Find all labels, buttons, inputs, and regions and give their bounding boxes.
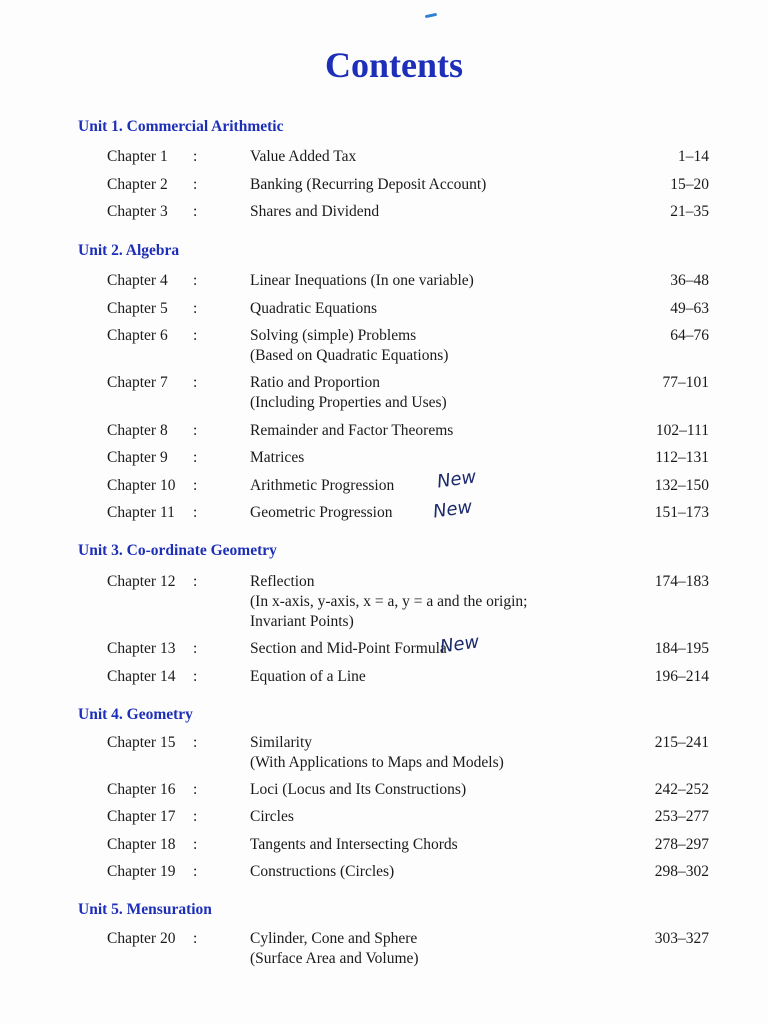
- chapter-label: Chapter 20: [107, 930, 176, 947]
- chapter-title[interactable]: [250, 175, 486, 195]
- chapter-title[interactable]: [250, 503, 392, 523]
- unit-heading: Unit 5. Mensuration: [78, 901, 212, 918]
- chapter-number: [107, 449, 198, 467]
- chapter-number: [107, 504, 198, 522]
- chapter-title-line: Value Added Tax: [250, 148, 357, 165]
- chapter-title-line: (Including Properties and Uses): [250, 394, 447, 411]
- separator: :: [193, 930, 198, 947]
- page-range: 21–35: [670, 203, 709, 220]
- chapter-title-line: (Surface Area and Volume): [250, 950, 419, 967]
- chapter-title[interactable]: [250, 807, 294, 827]
- chapter-number: [107, 734, 198, 752]
- page-range: 174–183: [654, 573, 709, 590]
- handwritten-note: New: [438, 631, 481, 658]
- chapter-label: Chapter 4: [107, 272, 168, 289]
- chapter-label: Chapter 8: [107, 422, 168, 439]
- chapter-title[interactable]: [250, 862, 394, 882]
- chapter-title[interactable]: [250, 572, 527, 632]
- page-range: 112–131: [655, 449, 709, 466]
- chapter-label: Chapter 16: [107, 781, 176, 798]
- chapter-title-line: (Based on Quadratic Equations): [250, 347, 449, 364]
- chapter-label: Chapter 7: [107, 374, 168, 391]
- chapter-label: Chapter 11: [107, 504, 175, 521]
- page-title: Contents: [324, 45, 463, 85]
- chapter-title-line: Remainder and Factor Theorems: [250, 422, 454, 439]
- handwritten-note: New: [435, 466, 478, 493]
- separator: :: [193, 374, 198, 391]
- page-range: 298–302: [654, 863, 709, 880]
- chapter-number: [107, 781, 198, 799]
- chapter-title[interactable]: [250, 448, 304, 468]
- chapter-title[interactable]: [250, 476, 394, 496]
- chapter-label: Chapter 12: [107, 573, 176, 590]
- chapter-title[interactable]: [250, 835, 458, 855]
- chapter-number: [107, 327, 198, 345]
- handwritten-note: New: [431, 496, 474, 523]
- chapter-title-line: Equation of a Line: [250, 668, 366, 685]
- chapter-label: Chapter 9: [107, 449, 168, 466]
- separator: :: [193, 808, 198, 825]
- chapter-title[interactable]: [250, 639, 447, 659]
- chapter-title-line: Solving (simple) Problems: [250, 327, 417, 344]
- chapter-number: [107, 863, 198, 881]
- page-range: 49–63: [670, 300, 709, 317]
- chapter-title-line: (In x-axis, y-axis, x = a, y = a and the origin;: [250, 593, 528, 610]
- unit-heading: Unit 3. Co-ordinate Geometry: [78, 542, 277, 559]
- chapter-title-line: Tangents and Intersecting Chords: [250, 836, 458, 853]
- chapter-title-line: Banking (Recurring Deposit Account): [250, 176, 487, 193]
- chapter-number: [107, 930, 198, 948]
- separator: :: [193, 327, 198, 344]
- unit-heading: Unit 2. Algebra: [78, 242, 180, 259]
- separator: :: [193, 449, 198, 466]
- chapter-number: [107, 300, 198, 318]
- chapter-title[interactable]: [250, 202, 379, 222]
- chapter-number: [107, 668, 198, 686]
- chapter-label: Chapter 18: [107, 836, 176, 853]
- chapter-title[interactable]: [250, 929, 419, 969]
- separator: :: [193, 203, 198, 220]
- separator: :: [193, 836, 198, 853]
- separator: :: [193, 422, 198, 439]
- chapter-label: Chapter 10: [107, 477, 176, 494]
- chapter-label: Chapter 2: [107, 176, 168, 193]
- page-range: 303–327: [654, 930, 709, 947]
- separator: :: [193, 640, 198, 657]
- chapter-title-line: Arithmetic Progression: [250, 477, 395, 494]
- chapter-title-line: Quadratic Equations: [250, 300, 377, 317]
- chapter-number: [107, 422, 198, 440]
- chapter-title[interactable]: [250, 667, 366, 687]
- page-range: 151–173: [654, 504, 709, 521]
- chapter-title[interactable]: [250, 733, 504, 773]
- separator: :: [193, 272, 198, 289]
- page-range: 253–277: [654, 808, 709, 825]
- chapter-title-line: Section and Mid-Point Formula: [250, 640, 447, 657]
- chapter-title-line: Ratio and Proportion: [250, 374, 381, 391]
- chapter-title-line: Constructions (Circles): [250, 863, 395, 880]
- chapter-number: [107, 374, 198, 392]
- unit-heading: Unit 1. Commercial Arithmetic: [78, 118, 284, 135]
- chapter-title-line: Geometric Progression: [250, 504, 393, 521]
- page-range: 242–252: [654, 781, 709, 798]
- chapter-number: [107, 808, 198, 826]
- page-range: 278–297: [654, 836, 709, 853]
- page-range: 64–76: [670, 327, 709, 344]
- chapter-number: [107, 203, 198, 221]
- chapter-label: Chapter 17: [107, 808, 176, 825]
- separator: :: [193, 504, 198, 521]
- chapter-title[interactable]: [250, 421, 453, 441]
- chapter-title[interactable]: [250, 299, 377, 319]
- chapter-title[interactable]: [250, 373, 447, 413]
- chapter-number: [107, 148, 198, 166]
- chapter-label: Chapter 14: [107, 668, 176, 685]
- separator: :: [193, 781, 198, 798]
- page-range: 215–241: [654, 734, 709, 751]
- chapter-title-line: Matrices: [250, 449, 305, 466]
- page-range: 132–150: [654, 477, 709, 494]
- separator: :: [193, 668, 198, 685]
- chapter-title-line: Cylinder, Cone and Sphere: [250, 930, 418, 947]
- page-range: 15–20: [670, 176, 709, 193]
- chapter-label: Chapter 19: [107, 863, 176, 880]
- page-range: 1–14: [678, 148, 709, 165]
- chapter-title-line: (With Applications to Maps and Models): [250, 754, 504, 771]
- chapter-title[interactable]: [250, 271, 474, 291]
- page-range: 196–214: [654, 668, 709, 685]
- chapter-title[interactable]: [250, 147, 356, 167]
- chapter-number: [107, 176, 198, 194]
- ink-mark: [425, 13, 437, 18]
- chapter-label: Chapter 6: [107, 327, 168, 344]
- page-range: 77–101: [662, 374, 709, 391]
- chapter-title-line: Similarity: [250, 734, 312, 751]
- unit-heading: Unit 4. Geometry: [78, 706, 193, 723]
- separator: :: [193, 863, 198, 880]
- chapter-label: Chapter 1: [107, 148, 168, 165]
- chapter-title-line: Shares and Dividend: [250, 203, 380, 220]
- chapter-number: [107, 477, 198, 495]
- page-range: 102–111: [655, 422, 709, 439]
- separator: :: [193, 573, 198, 590]
- separator: :: [193, 176, 198, 193]
- chapter-title-line: Linear Inequations (In one variable): [250, 272, 474, 289]
- chapter-label: Chapter 13: [107, 640, 176, 657]
- separator: :: [193, 477, 198, 494]
- chapter-number: [107, 573, 198, 591]
- separator: :: [193, 148, 198, 165]
- separator: :: [193, 300, 198, 317]
- page-range: 36–48: [670, 272, 709, 289]
- chapter-title[interactable]: [250, 780, 466, 800]
- chapter-title-line: Invariant Points): [250, 613, 354, 630]
- chapter-title[interactable]: [250, 326, 448, 366]
- page-range: 184–195: [654, 640, 709, 657]
- chapter-title-line: Reflection: [250, 573, 315, 590]
- chapter-number: [107, 272, 198, 290]
- chapter-title-line: Circles: [250, 808, 294, 825]
- chapter-number: [107, 836, 198, 854]
- chapter-label: Chapter 15: [107, 734, 176, 751]
- chapter-label: Chapter 3: [107, 203, 168, 220]
- chapter-number: [107, 640, 198, 658]
- chapter-label: Chapter 5: [107, 300, 168, 317]
- chapter-title-line: Loci (Locus and Its Constructions): [250, 781, 467, 798]
- separator: :: [193, 734, 198, 751]
